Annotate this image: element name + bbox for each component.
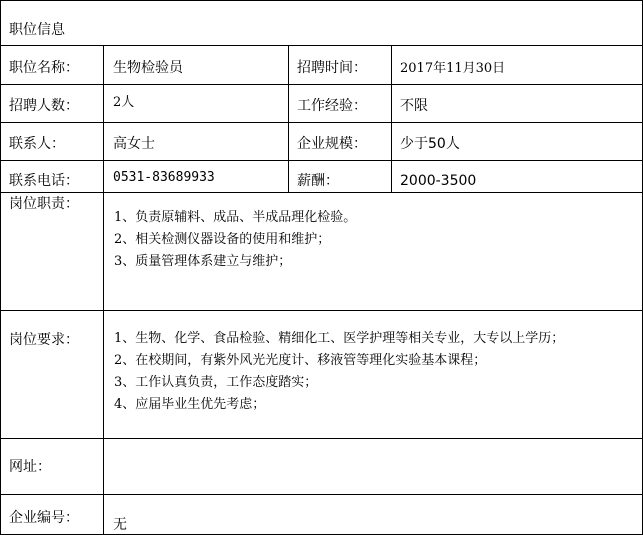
contact-label-cell (0, 122, 103, 160)
experience-label: 工作经验： (297, 98, 367, 114)
section-title-cell (0, 0, 643, 45)
position-label: 职位名称： (9, 60, 79, 76)
experience-value: 不限 (400, 98, 428, 114)
website-label: 网址： (9, 459, 51, 475)
scale-label: 企业规模： (297, 136, 367, 152)
phone-value-cell (103, 160, 288, 192)
time-label-cell (288, 45, 391, 84)
company-id-label: 企业编号： (9, 510, 79, 526)
website-value-cell (103, 438, 643, 494)
requirements-value-cell (103, 310, 643, 438)
count-value-cell (103, 84, 288, 122)
requirement-item: 2、在校期间，有紫外风光光度计、移液管等理化实验基本课程； (114, 353, 487, 368)
count-value: 2人 (113, 95, 135, 110)
phone-label: 联系电话： (9, 173, 79, 189)
salary-value-cell (391, 160, 643, 192)
duty-item: 2、相关检测仪器设备的使用和维护； (114, 232, 331, 247)
count-label-cell (0, 84, 103, 122)
requirement-item: 4、应届毕业生优先考虑； (114, 397, 266, 412)
section-title: 职位信息 (9, 22, 65, 38)
time-value-cell (391, 45, 643, 84)
position-value: 生物检验员 (113, 60, 183, 76)
count-label: 招聘人数： (9, 98, 79, 114)
duties-label-cell (0, 192, 103, 310)
duties-label: 岗位职责： (9, 196, 79, 212)
phone-label-cell (0, 160, 103, 192)
position-label-cell (0, 45, 103, 84)
requirement-item: 3、工作认真负责，工作态度踏实； (114, 375, 318, 390)
salary-label-cell (288, 160, 391, 192)
duty-item: 3、质量管理体系建立与维护； (114, 254, 292, 269)
position-value-cell (103, 45, 288, 84)
salary-label: 薪酬： (297, 173, 339, 189)
scale-value-cell (391, 122, 643, 160)
phone-value: 0531-83689933 (113, 170, 215, 185)
contact-label: 联系人： (9, 136, 65, 152)
requirements-list (114, 328, 634, 416)
requirements-label-cell (0, 310, 103, 438)
experience-value-cell (391, 84, 643, 122)
requirements-label: 岗位要求： (9, 332, 79, 348)
company-id-value-cell (103, 494, 643, 535)
duty-item: 1、负责原辅料、成品、半成品理化检验。 (114, 210, 357, 225)
company-id-value: 无 (113, 517, 127, 533)
duties-list (114, 207, 634, 273)
website-label-cell (0, 438, 103, 494)
experience-label-cell (288, 84, 391, 122)
salary-value: 2000-3500 (400, 173, 477, 189)
scale-value: 少于50人 (400, 136, 460, 152)
company-id-label-cell (0, 494, 103, 535)
requirement-item: 1、生物、化学、食品检验、精细化工、医学护理等相关专业，大专以上学历； (114, 331, 565, 346)
contact-value-cell (103, 122, 288, 160)
time-value: 2017年11月30日 (400, 61, 506, 76)
duties-value-cell (103, 192, 643, 310)
contact-value: 高女士 (113, 136, 155, 152)
scale-label-cell (288, 122, 391, 160)
time-label: 招聘时间： (297, 60, 367, 76)
